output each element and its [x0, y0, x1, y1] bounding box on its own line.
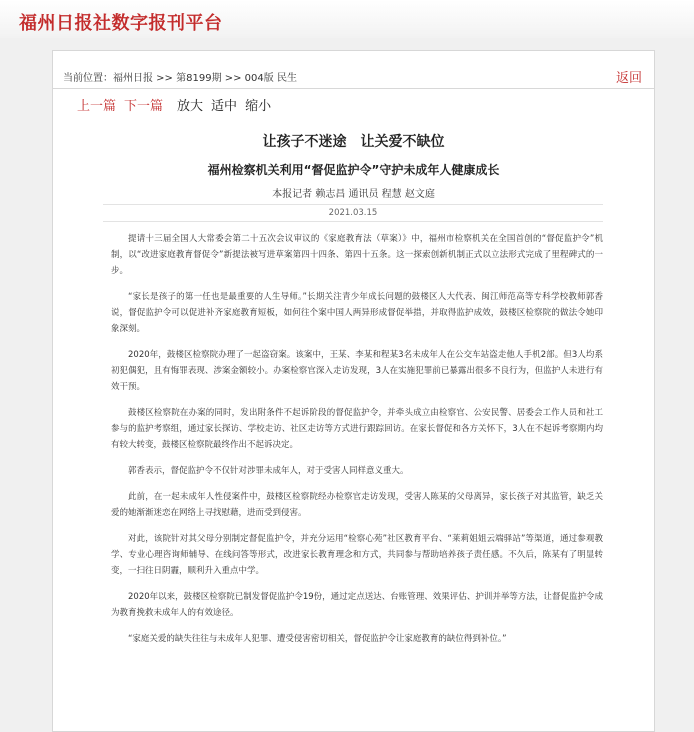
article-paragraph: 鼓楼区检察院在办案的同时，发出附条件不起诉阶段的督促监护令，并牵头成立由检察官、公安民警、居委会工作人员和社工参与的监护考察组，通过家长探访、学校走访、社区走访等方式进行跟踪回访。在家长督促和各方关怀下，3人在不起诉考察期内均有较大转变，鼓楼区检察院最终作出不起诉决定。 — [111, 408, 603, 450]
article-paragraph: “家长是孩子的第一任也是最重要的人生导师。”长期关注青少年成长问题的鼓楼区人大代表、闽江师范高等专科学校教师郭香说，督促监护令可以促进补齐家庭教育短板，如何往个案中国人两异形成督促举措，并取得监护成效，鼓楼区检察院的做法令她印象深刻。 — [111, 292, 603, 334]
article-paragraph: 对此，该院针对其父母分别制定督促监护令，并充分运用“检察心苑”社区教育平台、“莱莉姐姐云端驿站”等渠道，通过参观教学、专业心理咨询师辅导、在线问答等形式，改进家长教育理念和方式，共同参与帮助培养孩子责任感。不久后，陈某有了明显转变，一扫往日阴霾，顺利升入重点中学。 — [111, 534, 603, 576]
article-panel — [52, 50, 655, 732]
back-link[interactable]: 返回 — [615, 71, 642, 86]
article-body — [111, 231, 603, 657]
breadcrumb-path[interactable]: 福州日报 >> 第8199期 >> 004版 民生 — [113, 73, 297, 84]
article-title: 让孩子不迷途 让关爱不缺位 — [262, 134, 445, 150]
breadcrumb-text — [63, 69, 297, 84]
article-date: 2021.03.15 — [328, 208, 378, 218]
breadcrumb — [53, 66, 654, 89]
article-authors: 本报记者 赖志昌 通讯员 程慧 赵文庭 — [272, 189, 435, 200]
zoom-out-button[interactable]: 缩小 — [245, 99, 272, 114]
article-paragraph: 此前，在一起未成年人性侵案件中，鼓楼区检察院经办检察官走访发现，受害人陈某的父母离异，家长孩子对其监管，缺乏关爱的她渐渐迷恋在网络上寻找慰藉，进而受到侵害。 — [111, 492, 603, 518]
next-article-link[interactable]: 下一篇 — [124, 99, 164, 114]
prev-article-link[interactable]: 上一篇 — [77, 99, 117, 114]
top-bar — [0, 0, 694, 38]
zoom-in-button[interactable]: 放大 — [177, 99, 204, 114]
article-paragraph: 2020年，鼓楼区检察院办理了一起盗窃案。该案中，王某、李某和程某3名未成年人在公交车站盗走他人手机2部。但3人均系初犯偶犯，且有悔罪表现、涉案金额较小。办案检察官深入走访发现，3人在实施犯罪前已暴露出很多不良行为，但监护人未进行有效干预。 — [111, 350, 603, 392]
date-row — [103, 204, 603, 222]
article-toolbar — [77, 95, 279, 114]
fit-size-button[interactable]: 适中 — [211, 99, 238, 114]
breadcrumb-label: 当前位置： — [63, 73, 113, 84]
article-paragraph: 提请十三届全国人大常委会第二十五次会议审议的《家庭教育法（草案）》中，福州市检察机关在全国首创的“督促监护令”机制，以“改进家庭教育督促令”新提法被写进草案第四十四条、第四十五条。这一探索创新机制正式以立法形式完成了里程碑式的一步。 — [111, 234, 603, 276]
article-paragraph: “家庭关爱的缺失往往与未成年人犯罪、遭受侵害密切相关，督促监护令让家庭教育的缺位得到补位。” — [128, 634, 507, 644]
article-paragraph: 郭香表示，督促监护令不仅针对涉罪未成年人，对于受害人同样意义重大。 — [128, 466, 409, 476]
article-subtitle: 福州检察机关利用“督促监护令”守护未成年人健康成长 — [207, 163, 500, 177]
article-paragraph: 2020年以来，鼓楼区检察院已制发督促监护令19份，通过定点送达、台账管理、效果评估、护训并举等方法，让督促监护令成为教育挽救未成年人的有效途径。 — [111, 592, 603, 618]
site-logo[interactable]: 福州日报社数字报刊平台 — [19, 13, 223, 34]
